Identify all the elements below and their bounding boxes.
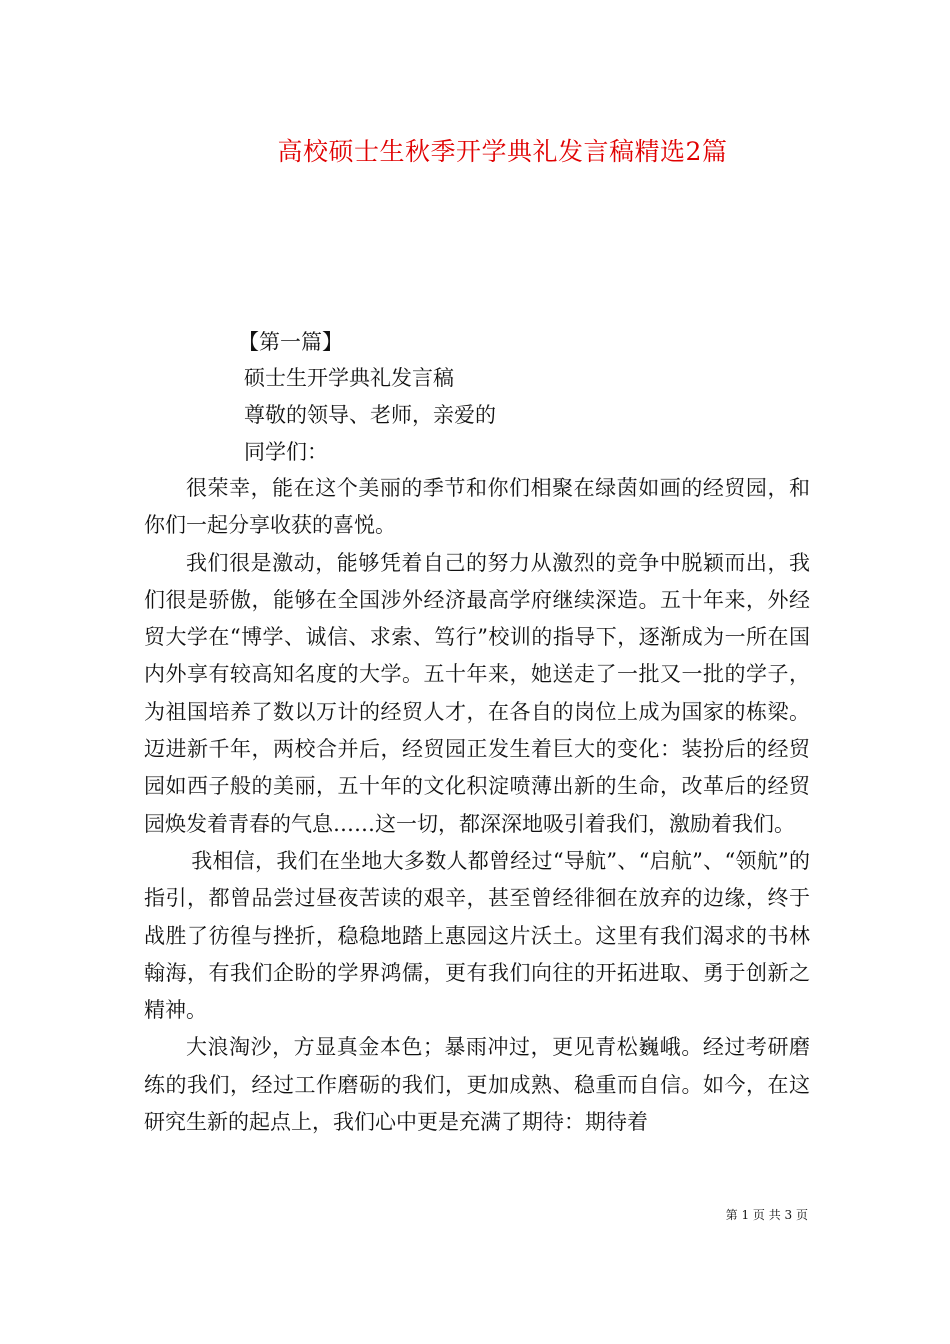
page-number-footer: 第 1 页 共 3 页: [725, 1208, 808, 1222]
body-paragraph: 很荣幸，能在这个美丽的季节和你们相聚在绿茵如画的经贸园，和你们一起分享收获的喜悦。: [144, 476, 810, 538]
body-paragraph: 大浪淘沙，方显真金本色；暴雨冲过，更见青松巍峨。经过考研磨练的我们，经过工作磨砺的我们，更加成熟、稳重而自信。如今，在这研究生新的起点上，我们心中更是充满了期待：期待着: [144, 1035, 810, 1135]
body-paragraph: 我们很是激动，能够凭着自己的努力从激烈的竞争中脱颖而出，我们很是骄傲，能够在全国涉外经济最高学府继续深造。五十年来，外经贸大学在“博学、诚信、求索、笃行”校训的指导下，逐渐成为一所在国内外享有较高知名度的大学。五十年来，她送走了一批又一批的学子，为祖国培养了数以万计的经贸人才，在各自的岗位上成为国家的栋梁。迈进新千年，两校合并后，经贸园正发生着巨大的变化：装扮后的经贸园如西子般的美丽，五十年的文化积淀喷薄出新的生命，改革后的经贸园焕发着青春的气息……这一切，都深深地吸引着我们，激励着我们。: [144, 550, 810, 836]
speech-body: [144, 470, 810, 1141]
document-title: 高校硕士生秋季开学典礼发言稿精选2篇: [277, 137, 728, 166]
section-label: 【第一篇】: [238, 330, 343, 354]
salutation-line-1: 尊敬的领导、老师，亲爱的: [244, 403, 496, 427]
body-paragraph: 我相信，我们在坐地大多数人都曾经过“导航”、“启航”、“领航”的指引，都曾品尝过昼夜苦读的艰辛，甚至曾经徘徊在放弃的边缘，终于战胜了彷徨与挫折，稳稳地踏上惠园这片沃土。这里有我们渴求的书林翰海，有我们企盼的学界鸿儒，更有我们向往的开拓进取、勇于创新之精神。: [144, 848, 810, 1023]
speech-title: 硕士生开学典礼发言稿: [244, 366, 454, 390]
salutation-line-2: 同学们：: [244, 440, 328, 464]
